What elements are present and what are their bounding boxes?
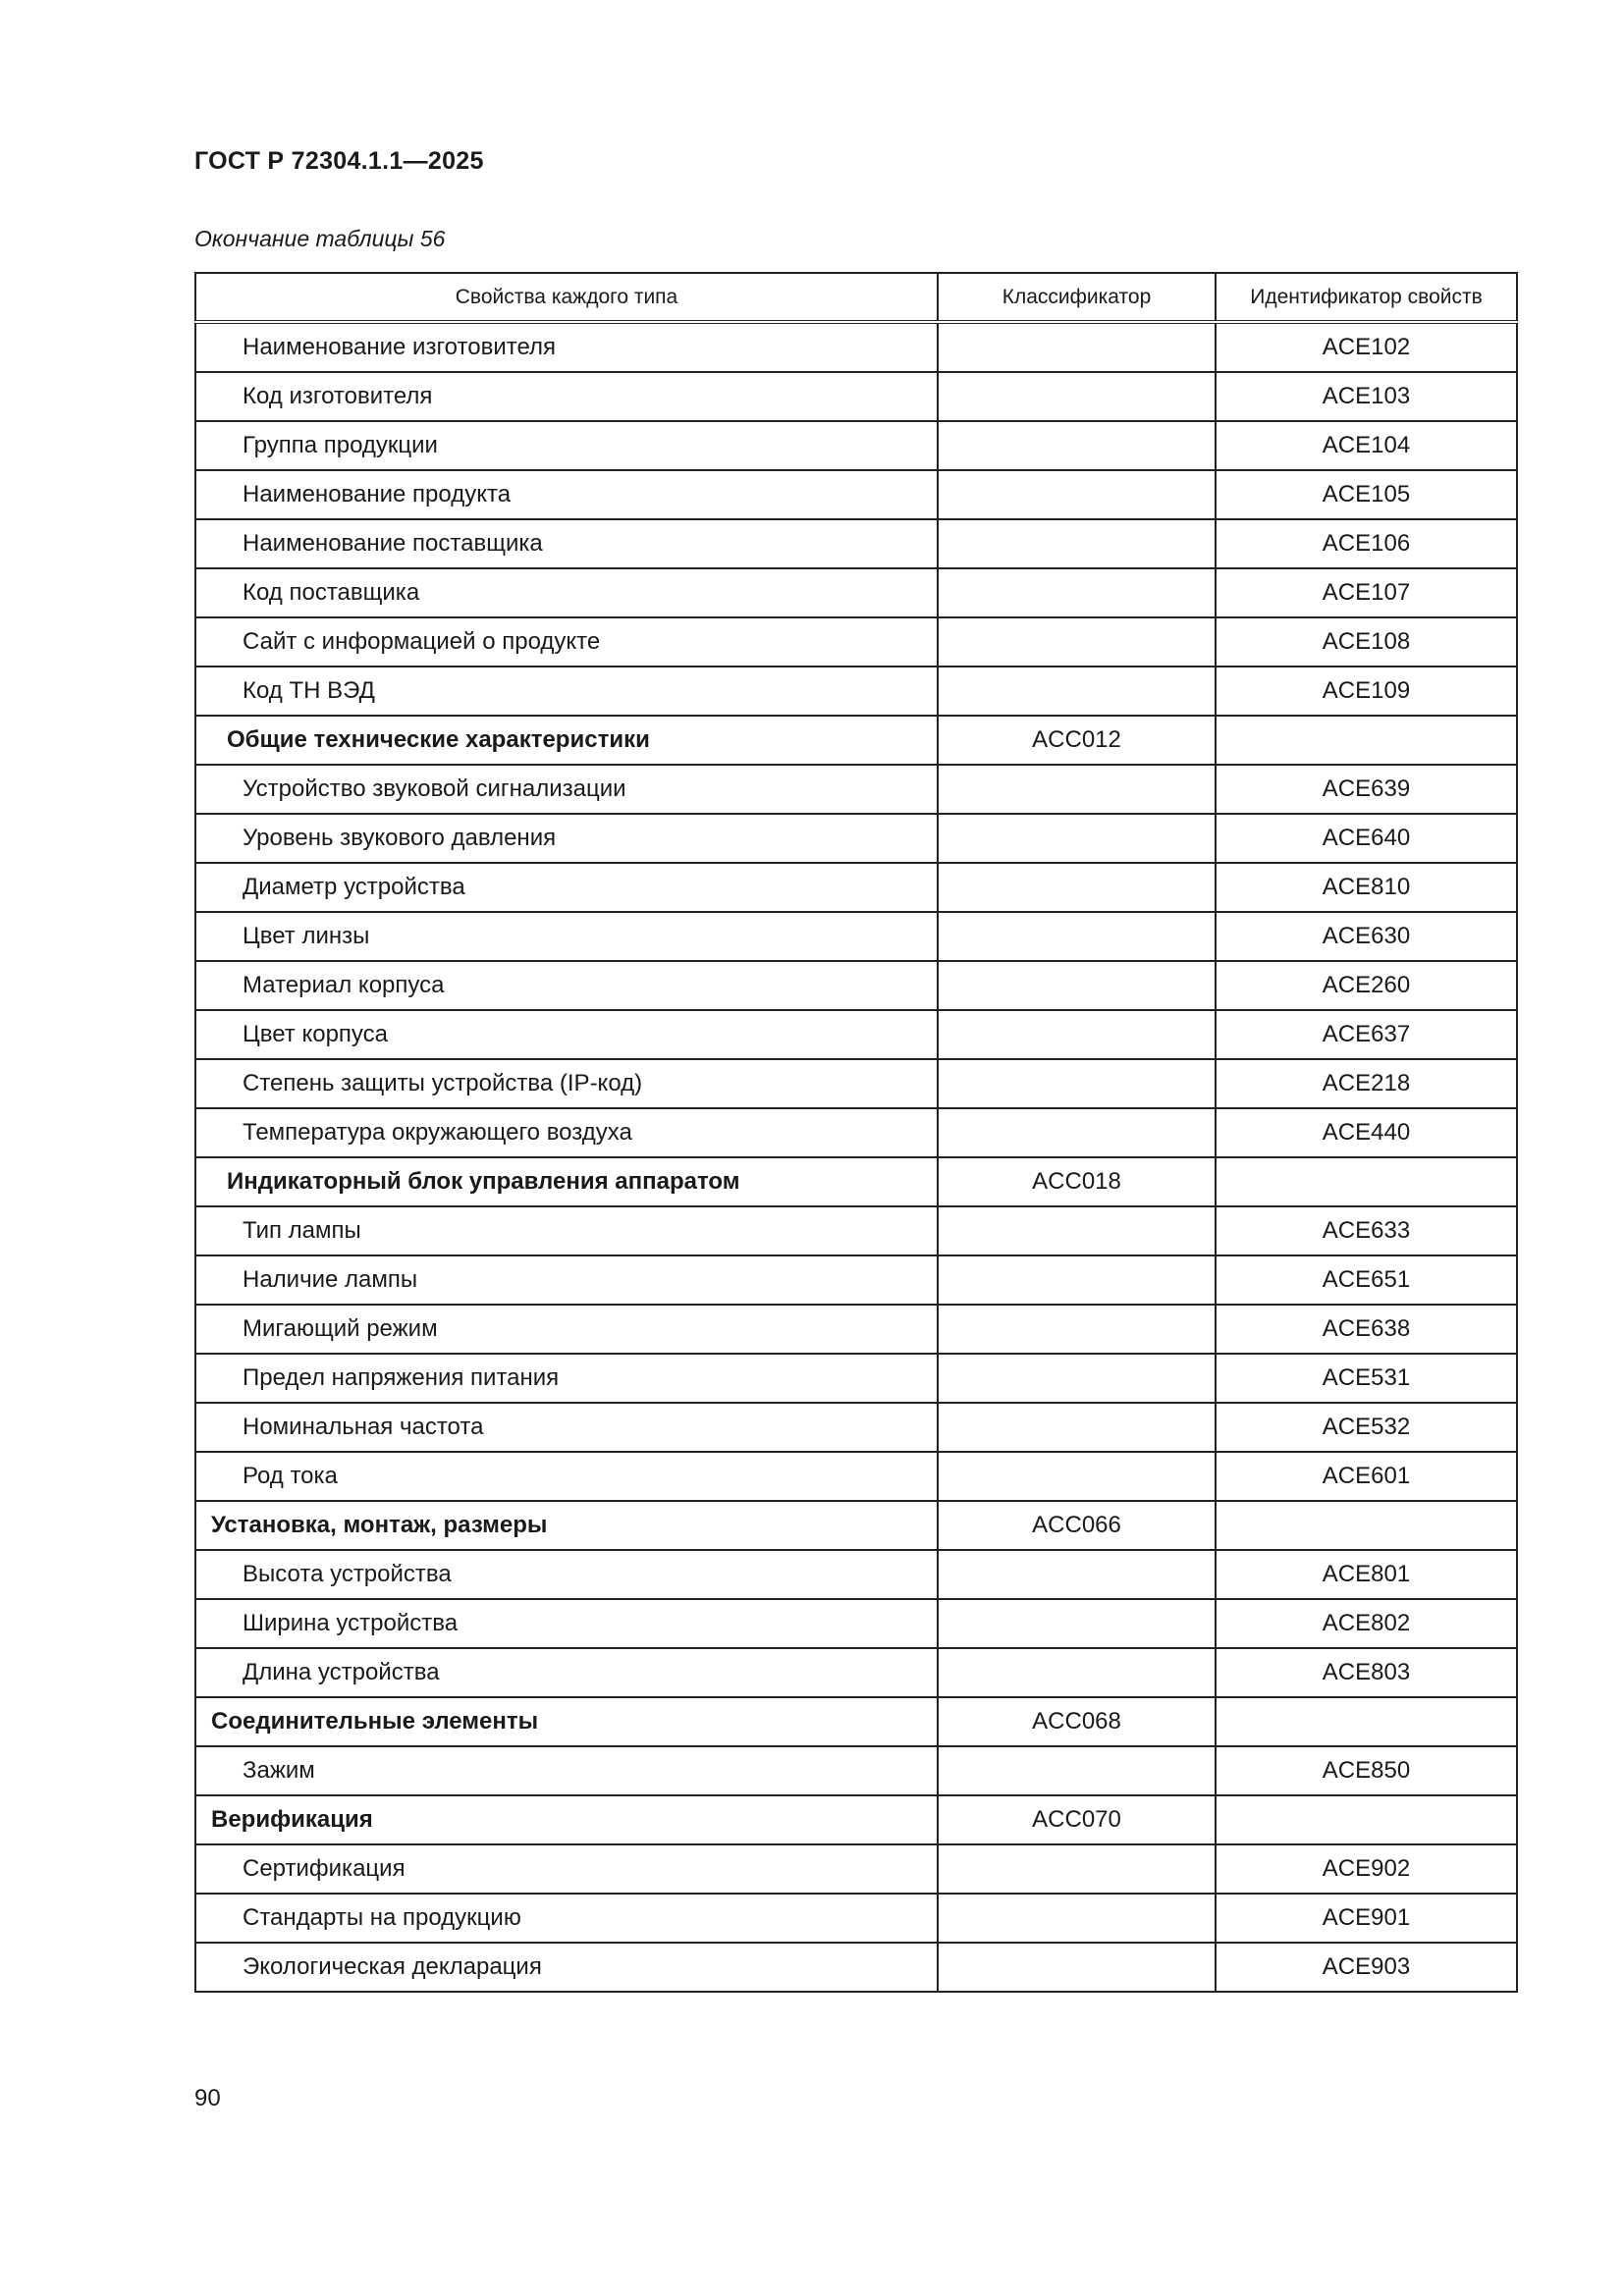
table-row <box>195 1108 1517 1157</box>
table-row <box>195 568 1517 617</box>
property-id-cell: ACE902 <box>1216 1844 1517 1894</box>
classifier-cell <box>938 372 1216 421</box>
classifier-cell: ACC070 <box>938 1795 1216 1844</box>
table-row <box>195 519 1517 568</box>
table-section-row <box>195 1795 1517 1844</box>
table-row <box>195 1010 1517 1059</box>
classifier-cell <box>938 1550 1216 1599</box>
classifier-cell <box>938 1943 1216 1992</box>
classifier-cell <box>938 1746 1216 1795</box>
property-id-cell: ACE105 <box>1216 470 1517 519</box>
property-name-cell: Код ТН ВЭД <box>195 667 938 716</box>
table-row <box>195 322 1517 372</box>
property-id-cell: ACE639 <box>1216 765 1517 814</box>
properties-table <box>194 272 1518 1993</box>
table-header <box>195 273 1517 322</box>
table-row <box>195 912 1517 961</box>
property-id-cell: ACE108 <box>1216 617 1517 667</box>
property-id-cell: ACE106 <box>1216 519 1517 568</box>
property-name-cell: Длина устройства <box>195 1648 938 1697</box>
table-row <box>195 372 1517 421</box>
property-id-cell: ACE104 <box>1216 421 1517 470</box>
property-id-cell: ACE640 <box>1216 814 1517 863</box>
table-row <box>195 863 1517 912</box>
property-id-cell: ACE260 <box>1216 961 1517 1010</box>
table-row <box>195 1059 1517 1108</box>
property-name-cell: Цвет линзы <box>195 912 938 961</box>
classifier-cell <box>938 1108 1216 1157</box>
header-row <box>195 273 1517 322</box>
property-id-cell <box>1216 716 1517 765</box>
property-id-cell: ACE801 <box>1216 1550 1517 1599</box>
classifier-cell <box>938 814 1216 863</box>
table-body <box>195 322 1517 1992</box>
classifier-cell <box>938 912 1216 961</box>
table-row <box>195 1550 1517 1599</box>
property-name-cell: Индикаторный блок управления аппаратом <box>195 1157 938 1206</box>
property-name-cell: Установка, монтаж, размеры <box>195 1501 938 1550</box>
classifier-cell <box>938 1648 1216 1697</box>
table-row <box>195 421 1517 470</box>
property-name-cell: Стандарты на продукцию <box>195 1894 938 1943</box>
property-name-cell: Наименование продукта <box>195 470 938 519</box>
classifier-cell <box>938 421 1216 470</box>
property-id-cell: ACE803 <box>1216 1648 1517 1697</box>
classifier-cell <box>938 863 1216 912</box>
classifier-cell <box>938 617 1216 667</box>
property-name-cell: Предел напряжения питания <box>195 1354 938 1403</box>
property-id-cell: ACE532 <box>1216 1403 1517 1452</box>
property-id-cell <box>1216 1697 1517 1746</box>
classifier-cell <box>938 322 1216 372</box>
property-id-cell: ACE109 <box>1216 667 1517 716</box>
classifier-cell <box>938 1354 1216 1403</box>
page-number: 90 <box>194 2085 221 2111</box>
property-name-cell: Код поставщика <box>195 568 938 617</box>
table-section-row <box>195 1157 1517 1206</box>
classifier-cell <box>938 470 1216 519</box>
property-id-cell: ACE901 <box>1216 1894 1517 1943</box>
table-caption: Окончание таблицы 56 <box>194 226 446 251</box>
property-id-cell: ACE601 <box>1216 1452 1517 1501</box>
property-name-cell: Высота устройства <box>195 1550 938 1599</box>
classifier-cell <box>938 1599 1216 1648</box>
table-row <box>195 1894 1517 1943</box>
table-section-row <box>195 1501 1517 1550</box>
table-row <box>195 1844 1517 1894</box>
property-id-cell: ACE218 <box>1216 1059 1517 1108</box>
classifier-cell <box>938 1255 1216 1305</box>
document-code: ГОСТ Р 72304.1.1—2025 <box>194 147 484 175</box>
property-name-cell: Соединительные элементы <box>195 1697 938 1746</box>
table-row <box>195 765 1517 814</box>
table-row <box>195 617 1517 667</box>
classifier-cell <box>938 1403 1216 1452</box>
property-name-cell: Общие технические характеристики <box>195 716 938 765</box>
property-id-cell <box>1216 1501 1517 1550</box>
classifier-cell <box>938 568 1216 617</box>
property-id-cell: ACE651 <box>1216 1255 1517 1305</box>
classifier-cell <box>938 1894 1216 1943</box>
table-row <box>195 1943 1517 1992</box>
table-row <box>195 1255 1517 1305</box>
property-name-cell: Сертификация <box>195 1844 938 1894</box>
classifier-cell: ACC012 <box>938 716 1216 765</box>
property-id-cell: ACE637 <box>1216 1010 1517 1059</box>
property-name-cell: Экологическая декларация <box>195 1943 938 1992</box>
property-id-cell: ACE810 <box>1216 863 1517 912</box>
table-row <box>195 1452 1517 1501</box>
property-name-cell: Номинальная частота <box>195 1403 938 1452</box>
classifier-cell <box>938 1844 1216 1894</box>
classifier-cell: ACC018 <box>938 1157 1216 1206</box>
property-name-cell: Зажим <box>195 1746 938 1795</box>
classifier-cell: ACC066 <box>938 1501 1216 1550</box>
property-name-cell: Температура окружающего воздуха <box>195 1108 938 1157</box>
property-id-cell <box>1216 1157 1517 1206</box>
table-row <box>195 1206 1517 1255</box>
classifier-cell <box>938 667 1216 716</box>
classifier-cell <box>938 1305 1216 1354</box>
table-row <box>195 961 1517 1010</box>
table-row <box>195 1403 1517 1452</box>
property-name-cell: Группа продукции <box>195 421 938 470</box>
table-row <box>195 1648 1517 1697</box>
property-name-cell: Уровень звукового давления <box>195 814 938 863</box>
classifier-cell <box>938 765 1216 814</box>
table-section-row <box>195 716 1517 765</box>
classifier-cell: ACC068 <box>938 1697 1216 1746</box>
column-header-classifier: Классификатор <box>938 273 1216 322</box>
property-name-cell: Мигающий режим <box>195 1305 938 1354</box>
property-name-cell: Сайт с информацией о продукте <box>195 617 938 667</box>
property-name-cell: Степень защиты устройства (IP-код) <box>195 1059 938 1108</box>
property-id-cell: ACE850 <box>1216 1746 1517 1795</box>
property-name-cell: Наименование поставщика <box>195 519 938 568</box>
table-row <box>195 1746 1517 1795</box>
property-id-cell: ACE102 <box>1216 322 1517 372</box>
classifier-cell <box>938 519 1216 568</box>
property-name-cell: Материал корпуса <box>195 961 938 1010</box>
column-header-properties: Свойства каждого типа <box>195 273 938 322</box>
property-id-cell: ACE802 <box>1216 1599 1517 1648</box>
property-name-cell: Устройство звуковой сигнализации <box>195 765 938 814</box>
property-name-cell: Ширина устройства <box>195 1599 938 1648</box>
table-row <box>195 1599 1517 1648</box>
column-header-property-id: Идентификатор свойств <box>1216 273 1517 322</box>
property-id-cell: ACE630 <box>1216 912 1517 961</box>
property-name-cell: Диаметр устройства <box>195 863 938 912</box>
table-row <box>195 667 1517 716</box>
property-name-cell: Код изготовителя <box>195 372 938 421</box>
table-row <box>195 470 1517 519</box>
table-row <box>195 1354 1517 1403</box>
property-id-cell: ACE638 <box>1216 1305 1517 1354</box>
classifier-cell <box>938 1206 1216 1255</box>
property-name-cell: Наименование изготовителя <box>195 322 938 372</box>
table-row <box>195 814 1517 863</box>
property-id-cell: ACE440 <box>1216 1108 1517 1157</box>
property-name-cell: Верификация <box>195 1795 938 1844</box>
property-name-cell: Цвет корпуса <box>195 1010 938 1059</box>
property-name-cell: Наличие лампы <box>195 1255 938 1305</box>
property-name-cell: Род тока <box>195 1452 938 1501</box>
property-id-cell <box>1216 1795 1517 1844</box>
classifier-cell <box>938 1452 1216 1501</box>
table-row <box>195 1305 1517 1354</box>
property-id-cell: ACE107 <box>1216 568 1517 617</box>
property-id-cell: ACE633 <box>1216 1206 1517 1255</box>
property-id-cell: ACE531 <box>1216 1354 1517 1403</box>
table-section-row <box>195 1697 1517 1746</box>
property-id-cell: ACE103 <box>1216 372 1517 421</box>
property-name-cell: Тип лампы <box>195 1206 938 1255</box>
classifier-cell <box>938 1059 1216 1108</box>
classifier-cell <box>938 1010 1216 1059</box>
property-id-cell: ACE903 <box>1216 1943 1517 1992</box>
classifier-cell <box>938 961 1216 1010</box>
